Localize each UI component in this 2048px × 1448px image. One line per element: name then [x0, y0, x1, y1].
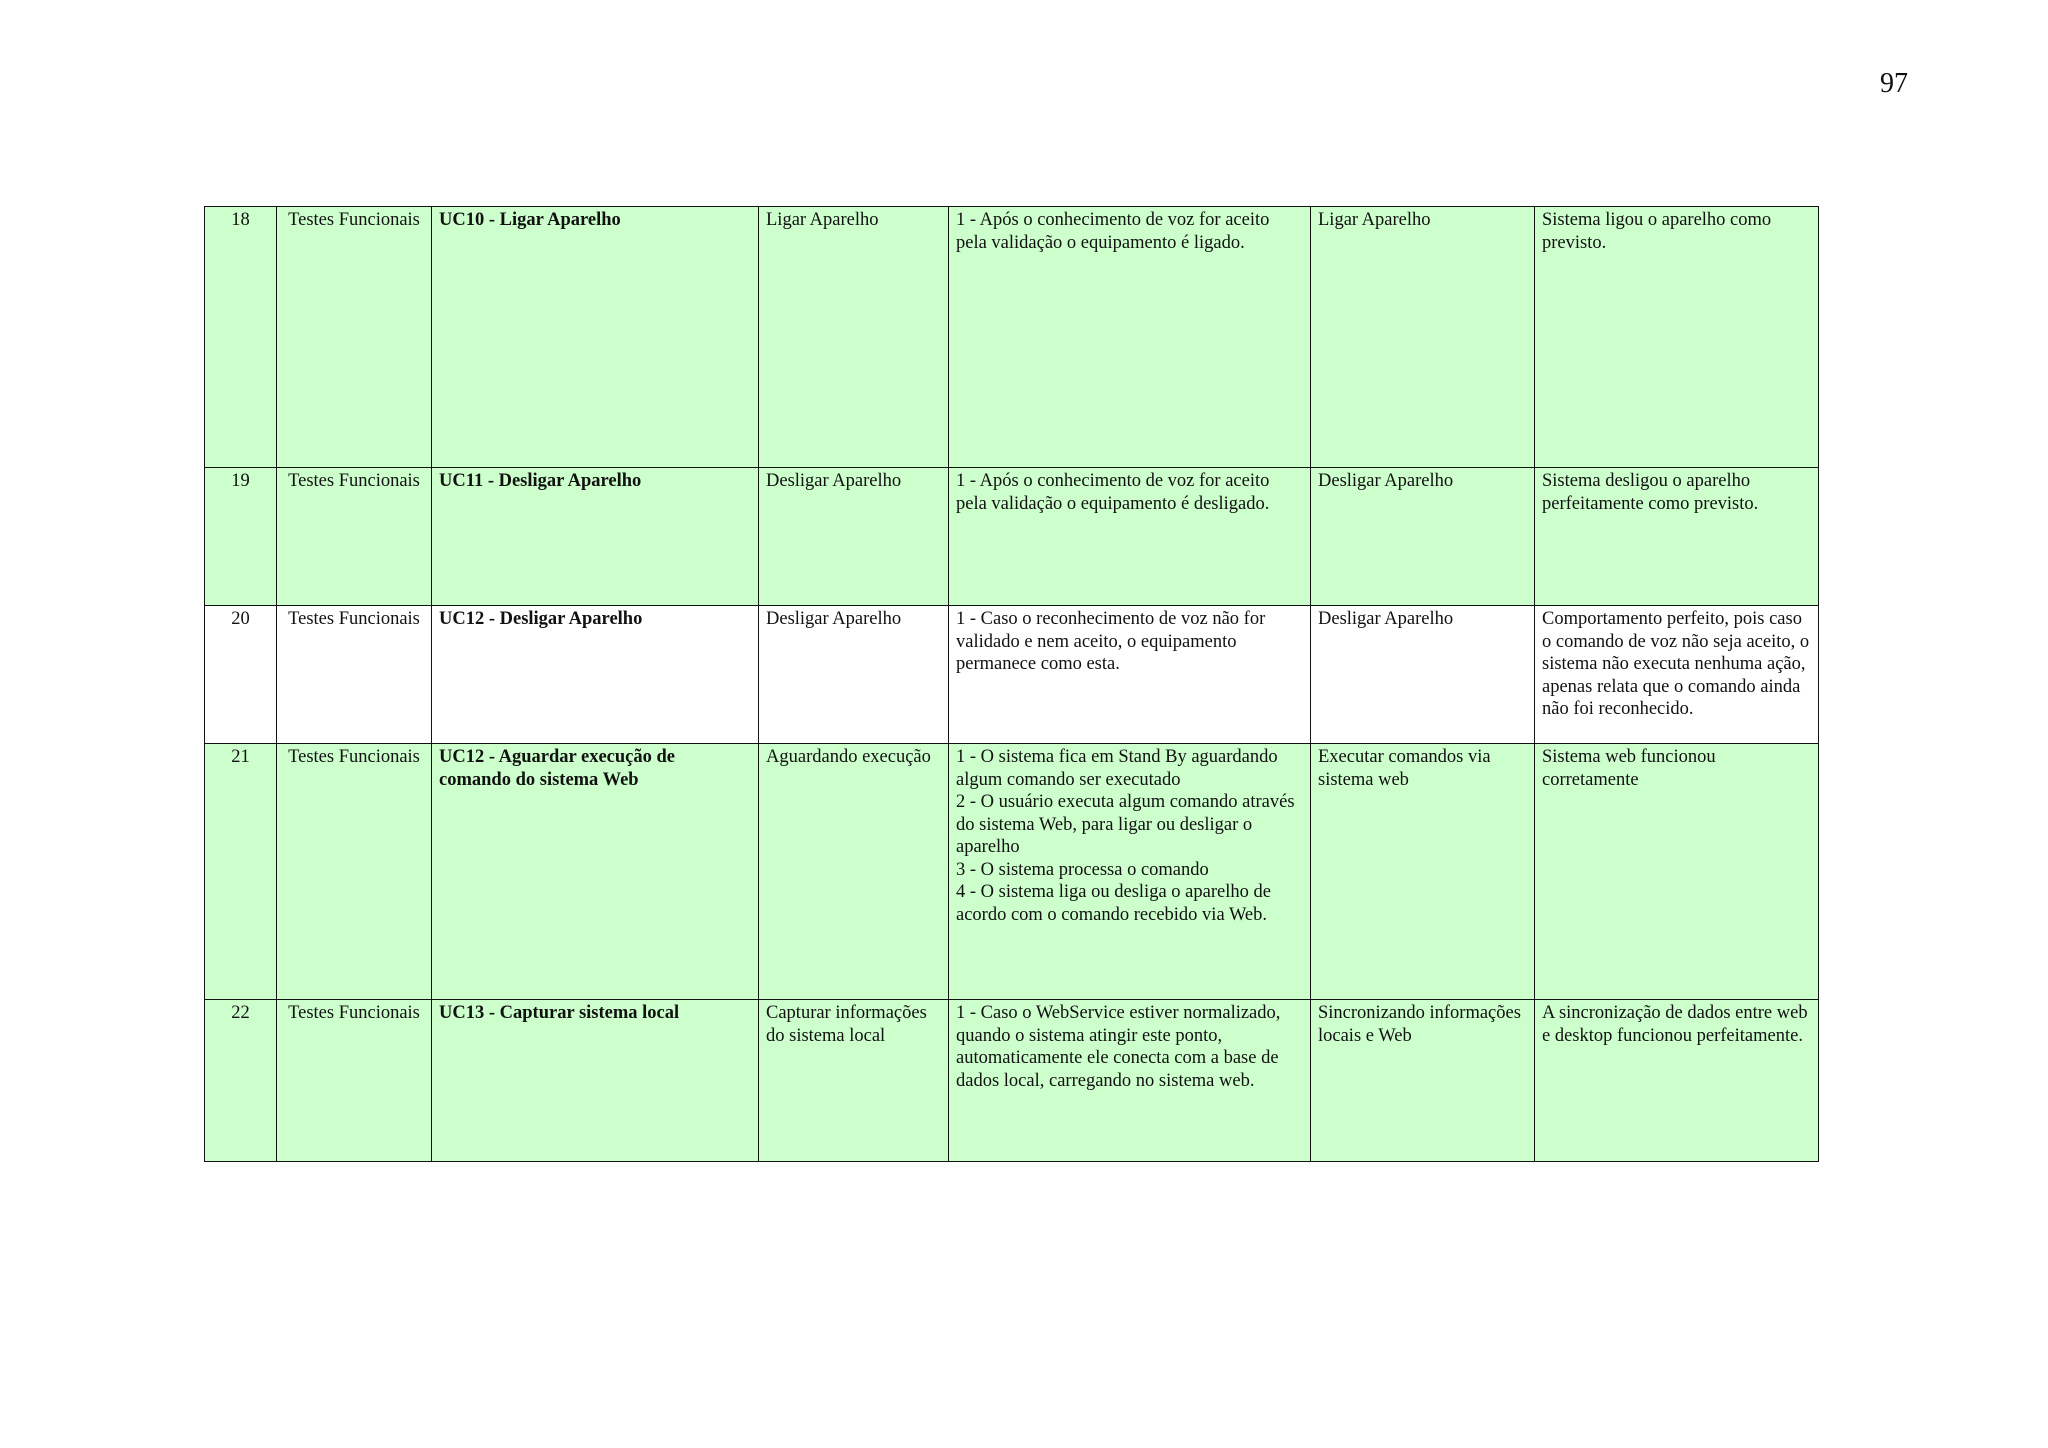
test-category: Testes Funcionais: [277, 606, 432, 744]
observed-result: Comportamento perfeito, pois caso o comando de voz não seja aceito, o sistema não executa nenhuma ação, apenas relata que o comando ainda não foi reconhecido.: [1535, 606, 1819, 744]
use-case: UC11 - Desligar Aparelho: [432, 468, 759, 606]
table-row: [205, 468, 1819, 606]
step: 4 - O sistema liga ou desliga o aparelho de acordo com o comando recebido via Web.: [956, 882, 1271, 925]
action: Desligar Aparelho: [759, 606, 949, 744]
observed-result: A sincronização de dados entre web e desktop funcionou perfeitamente.: [1535, 1000, 1819, 1162]
table-row: [205, 606, 1819, 744]
action: Capturar informações do sistema local: [759, 1000, 949, 1162]
row-number: 19: [205, 468, 277, 606]
step: 1 - Após o conhecimento de voz for aceito pela validação o equipamento é desligado.: [956, 471, 1270, 514]
expected-result: Ligar Aparelho: [1311, 207, 1535, 468]
action: Desligar Aparelho: [759, 468, 949, 606]
expected-result: Desligar Aparelho: [1311, 606, 1535, 744]
row-number: 22: [205, 1000, 277, 1162]
table-row: [205, 1000, 1819, 1162]
test-category: Testes Funcionais: [277, 468, 432, 606]
step: 2 - O usuário executa algum comando através do sistema Web, para ligar ou desligar o aparelho: [956, 792, 1295, 857]
test-category: Testes Funcionais: [277, 207, 432, 468]
test-category: Testes Funcionais: [277, 1000, 432, 1162]
observed-result: Sistema web funcionou corretamente: [1535, 744, 1819, 1000]
step: 1 - Após o conhecimento de voz for aceito pela validação o equipamento é ligado.: [956, 210, 1270, 253]
steps-cell: [949, 606, 1311, 744]
use-case: UC12 - Desligar Aparelho: [432, 606, 759, 744]
steps-cell: [949, 207, 1311, 468]
observed-result: Sistema ligou o aparelho como previsto.: [1535, 207, 1819, 468]
row-number: 18: [205, 207, 277, 468]
observed-result: Sistema desligou o aparelho perfeitamente como previsto.: [1535, 468, 1819, 606]
action: Ligar Aparelho: [759, 207, 949, 468]
table-row: [205, 207, 1819, 468]
use-case: UC13 - Capturar sistema local: [432, 1000, 759, 1162]
expected-result: Executar comandos via sistema web: [1311, 744, 1535, 1000]
test-category: Testes Funcionais: [277, 744, 432, 1000]
use-case: UC12 - Aguardar execução de comando do sistema Web: [432, 744, 759, 1000]
use-case: UC10 - Ligar Aparelho: [432, 207, 759, 468]
table-row: [205, 744, 1819, 1000]
row-number: 21: [205, 744, 277, 1000]
page-number: 97: [1880, 68, 1908, 99]
step: 1 - O sistema fica em Stand By aguardando algum comando ser executado: [956, 747, 1278, 790]
expected-result: Desligar Aparelho: [1311, 468, 1535, 606]
expected-result: Sincronizando informações locais e Web: [1311, 1000, 1535, 1162]
step: 1 - Caso o WebService estiver normalizado, quando o sistema atingir este ponto, automaticamente ele conecta com a base de dados local, carregando no sistema web.: [956, 1003, 1281, 1091]
row-number: 20: [205, 606, 277, 744]
steps-cell: [949, 744, 1311, 1000]
action: Aguardando execução: [759, 744, 949, 1000]
steps-cell: [949, 468, 1311, 606]
test-cases-table: [204, 206, 1819, 1162]
step: 1 - Caso o reconhecimento de voz não for validado e nem aceito, o equipamento permanece como esta.: [956, 609, 1266, 674]
steps-cell: [949, 1000, 1311, 1162]
step: 3 - O sistema processa o comando: [956, 859, 1209, 880]
